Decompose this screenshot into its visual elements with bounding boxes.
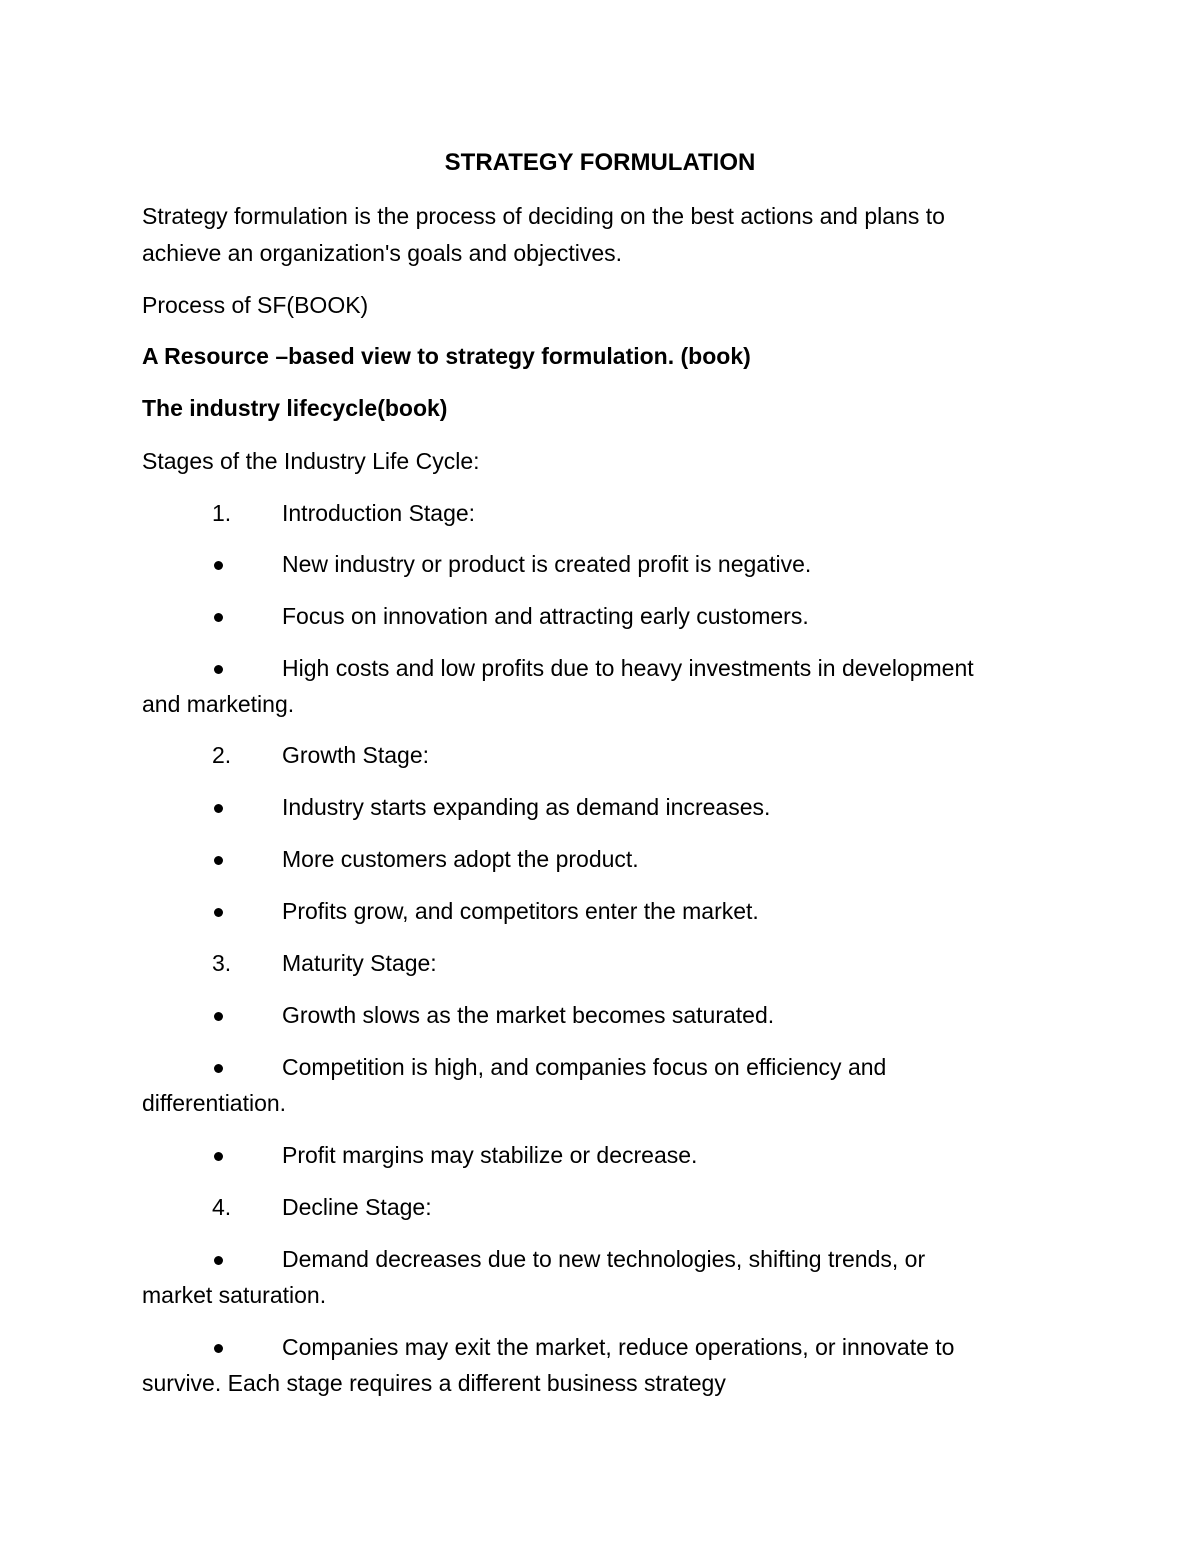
bullet-text-continued: market saturation.	[142, 1282, 327, 1308]
stage-name: Maturity Stage:	[282, 950, 437, 976]
bullet-icon	[214, 613, 223, 622]
bullet-text: More customers adopt the product.	[282, 846, 639, 872]
bullet-text: Profits grow, and competitors enter the market.	[282, 898, 759, 924]
bullet-text: Profit margins may stabilize or decrease.	[282, 1142, 698, 1168]
bullet-text: New industry or product is created profit is negative.	[282, 551, 812, 577]
intro-line-2: achieve an organization's goals and objectives.	[142, 240, 623, 266]
stage-number: 4.	[212, 1194, 232, 1220]
bullet-icon	[214, 1256, 223, 1265]
bullet-text: Companies may exit the market, reduce operations, or innovate to	[282, 1334, 955, 1360]
document-title: STRATEGY FORMULATION	[444, 149, 756, 176]
resource-heading: A Resource –based view to strategy formulation. (book)	[142, 343, 751, 369]
intro-line-1: Strategy formulation is the process of deciding on the best actions and plans to	[142, 203, 945, 229]
lifecycle-heading: The industry lifecycle(book)	[142, 395, 448, 421]
bullet-text: Competition is high, and companies focus on efficiency and	[282, 1054, 887, 1080]
process-line: Process of SF(BOOK)	[142, 292, 369, 318]
bullet-icon	[214, 1064, 223, 1073]
bullet-icon	[214, 1012, 223, 1021]
bullet-icon	[214, 1344, 223, 1353]
bullet-text: Demand decreases due to new technologies, shifting trends, or	[282, 1246, 926, 1272]
bullet-icon	[214, 1152, 223, 1161]
bullet-text: Focus on innovation and attracting early customers.	[282, 603, 809, 629]
stage-number: 3.	[212, 950, 232, 976]
bullet-icon	[214, 856, 223, 865]
stage-number: 2.	[212, 742, 232, 768]
stage-name: Growth Stage:	[282, 742, 430, 768]
bullet-text: Industry starts expanding as demand increases.	[282, 794, 771, 820]
bullet-icon	[214, 908, 223, 917]
bullet-icon	[214, 804, 223, 813]
bullet-icon	[214, 665, 223, 674]
bullet-text: High costs and low profits due to heavy investments in development	[282, 655, 974, 681]
stage-name: Decline Stage:	[282, 1194, 432, 1220]
bullet-text-continued: and marketing.	[142, 691, 295, 717]
bullet-text: Growth slows as the market becomes saturated.	[282, 1002, 775, 1028]
stage-number: 1.	[212, 500, 232, 526]
stage-name: Introduction Stage:	[282, 500, 476, 526]
stages-intro: Stages of the Industry Life Cycle:	[142, 448, 480, 474]
bullet-text-continued: differentiation.	[142, 1090, 287, 1116]
bullet-text-continued: survive. Each stage requires a different business strategy	[142, 1370, 726, 1396]
bullet-icon	[214, 561, 223, 570]
